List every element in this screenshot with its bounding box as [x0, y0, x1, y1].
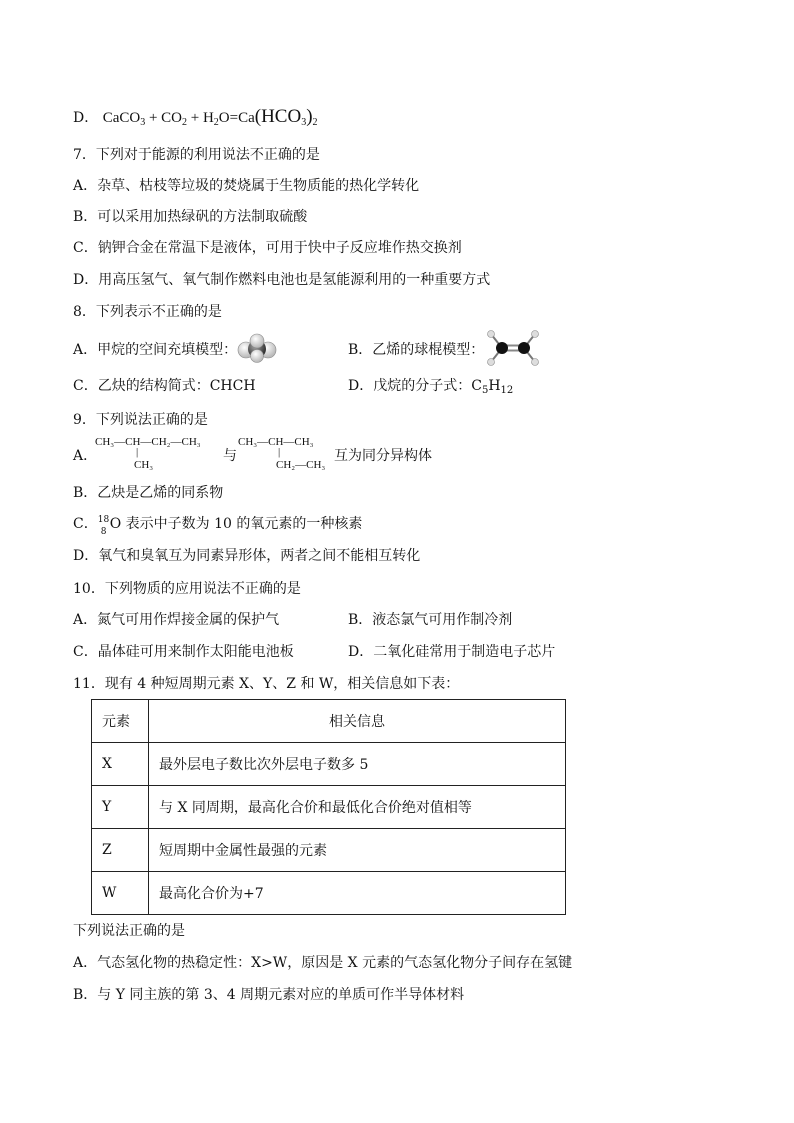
q11-info-table [91, 699, 566, 915]
q10-stem: 10．下列物质的应用说法不正确的是 [73, 581, 301, 597]
q7-option-c: C．钠钾合金在常温下是液体，可用于快中子反应堆作热交换剂 [73, 240, 462, 256]
q8-option-c: C．乙炔的结构简式：CHCH [73, 378, 256, 394]
q10-option-c: C．晶体硅可用来制作太阳能电池板 [73, 644, 294, 660]
q7-stem: 7．下列对于能源的利用说法不正确的是 [73, 147, 320, 163]
q8-option-a: A．甲烷的空间充填模型： [73, 342, 238, 358]
q7-option-d: D．用高压氢气、氧气制作燃料电池也是氢能源利用的一种重要方式 [73, 272, 491, 288]
q9-stem: 9．下列说法正确的是 [73, 412, 208, 428]
q11-stem: 11．现有 4 种短周期元素 X、Y、Z 和 W，相关信息如下表： [73, 676, 460, 692]
q8-stem: 8．下列表示不正确的是 [73, 304, 222, 320]
table-header-info: 相关信息 [149, 700, 566, 743]
q6-formula: CaCO$_3$ + $CO_2 + H_2O=Ca(HCO_3)_2$ [102, 106, 318, 128]
q9-option-b: B．乙炔是乙烯的同系物 [73, 485, 224, 501]
q9-structure-2-main: CH₃—CH—CH₃ [238, 436, 314, 448]
q9-structure-1-bond: | [136, 446, 139, 458]
q11-option-a: A．气态氢化物的热稳定性：X>W，原因是 X 元素的气态氢化物分子间存在氢键 [73, 955, 573, 971]
q11-after-table: 下列说法正确的是 [73, 923, 185, 939]
q9-option-a-label: A． [73, 448, 98, 464]
q9-option-c: C． 18 8 O 表示中子数为 10 的氧元素的一种核素 [73, 515, 363, 537]
q10-option-d: D．二氧化硅常用于制造电子芯片 [348, 644, 556, 660]
table-row: Y 与 X 同周期，最高化合价和最低化合价绝对值相等 [92, 786, 566, 829]
q6-option-d: D． CaCO$_3$ + $CO_2 + H_2O=Ca(HCO_3)_2$ [73, 106, 318, 128]
q8-option-b: B．乙烯的球棍模型： [348, 342, 485, 358]
q10-option-b: B．液态氯气可用作制冷剂 [348, 612, 513, 628]
q11-option-b: B．与 Y 同主族的第 3、4 周期元素对应的单质可作半导体材料 [73, 987, 465, 1003]
q9-structure-1-branch: CH₃ [134, 459, 154, 471]
q7-option-a: A．杂草、枯枝等垃圾的焚烧属于生物质能的热化学转化 [73, 178, 420, 194]
q9-structure-2-branch: CH₂—CH₃ [276, 459, 326, 471]
table-header-element: 元素 [92, 700, 149, 743]
q9-option-a-suffix: 互为同分异构体 [334, 448, 432, 464]
q9-structure-1-main: CH₃—CH—CH₂—CH₃ [95, 436, 201, 448]
q9-option-d: D．氧气和臭氧互为同素异形体，两者之间不能相互转化 [73, 548, 421, 564]
q10-option-a: A．氮气可用作焊接金属的保护气 [73, 612, 280, 628]
q9-structure-2-bond: | [278, 446, 281, 458]
q7-option-b: B．可以采用加热绿矾的方法制取硫酸 [73, 209, 308, 225]
table-row: X 最外层电子数比次外层电子数多 5 [92, 743, 566, 786]
table-row: Z 短周期中金属性最强的元素 [92, 829, 566, 872]
ethylene-ball-stick-model-icon [482, 328, 544, 368]
table-row: W 最高化合价为+7 [92, 872, 566, 915]
q8-option-d: D．戊烷的分子式：$C_5H_{12}$ [348, 378, 514, 396]
table-header-row [92, 700, 566, 743]
methane-space-filling-model-icon [236, 333, 278, 363]
q9-connector: 与 [223, 448, 237, 464]
